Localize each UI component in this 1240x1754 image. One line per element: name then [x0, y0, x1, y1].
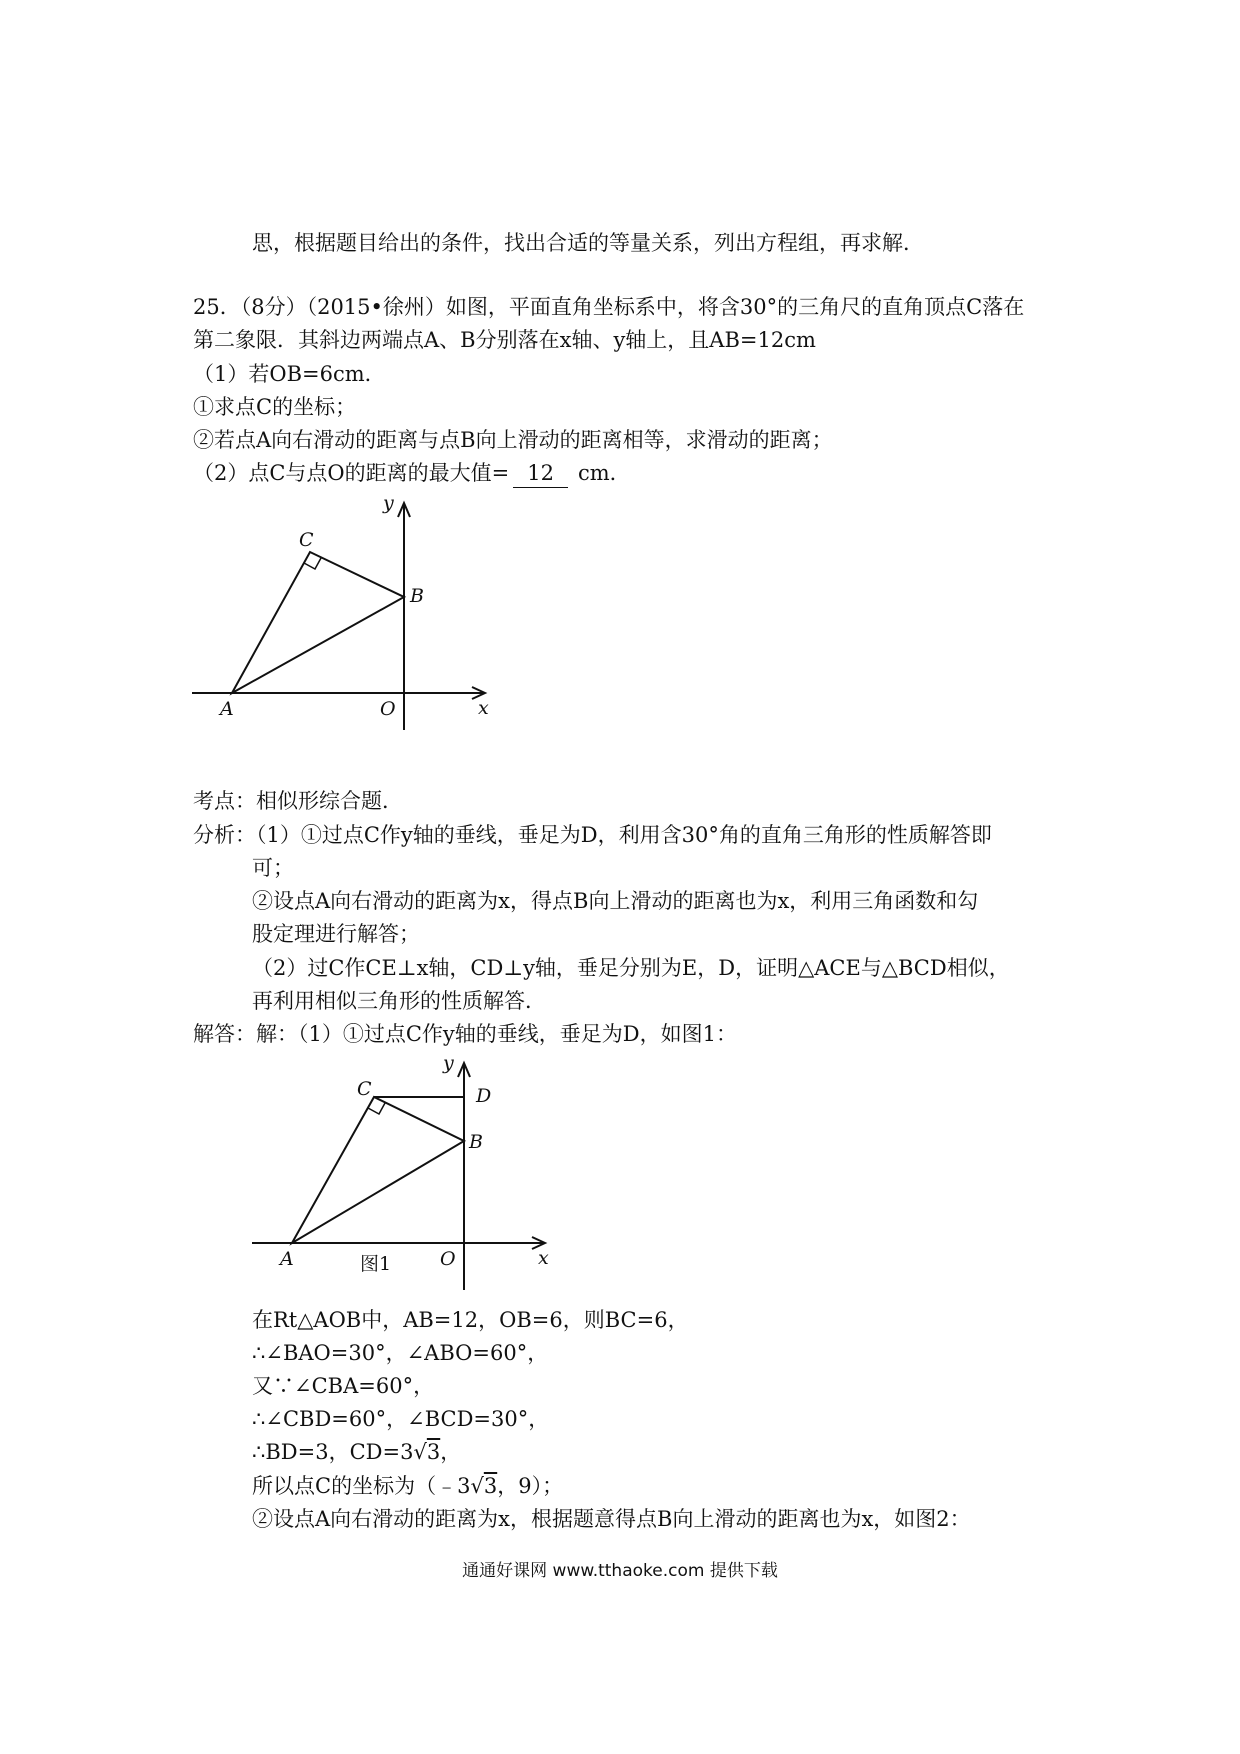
step6-suffix: ，9）；	[497, 1474, 564, 1498]
part2-unit: cm．	[577, 461, 631, 485]
solution-step3: 又∵∠CBA=60°，	[252, 1374, 435, 1398]
triangle-abc	[232, 552, 404, 693]
figure-1	[240, 1052, 560, 1302]
fig1-label-x: x	[538, 1247, 549, 1269]
label-c: C	[299, 529, 314, 551]
solution-step4: ∴∠CBD=60°，∠BCD=30°，	[252, 1407, 550, 1431]
label-y: y	[383, 492, 394, 514]
step5-suffix: ，	[440, 1440, 462, 1464]
fig1-label-c: C	[357, 1078, 372, 1100]
fig1-label-d: D	[476, 1085, 492, 1107]
step5-text: ∴BD=3，CD=3	[252, 1440, 414, 1464]
analysis-line3: ②设点A向右滑动的距离为x，得点B向上滑动的距离也为x，利用三角函数和勾	[252, 889, 979, 913]
previous-solution-tail: 思，根据题目给出的条件，找出合适的等量关系，列出方程组，再求解．	[252, 231, 924, 255]
fig1-caption: 图1	[360, 1253, 392, 1275]
fig1-label-y: y	[443, 1052, 454, 1074]
sqrt-sign: √	[413, 1440, 427, 1464]
analysis-line1: 分析：（1）①过点C作y轴的垂线，垂足为D，利用含30°角的直角三角形的性质解答即	[193, 823, 992, 847]
problem-header-line1: 25．（8分）（2015•徐州）如图，平面直角坐标系中，将含30°的三角尺的直角顶点C落在	[193, 295, 1025, 319]
solution-step2: ∴∠BAO=30°，∠ABO=60°，	[252, 1341, 549, 1365]
sqrt-radicand: 3	[483, 1474, 498, 1498]
analysis-line6: 再利用相似三角形的性质解答．	[252, 989, 546, 1013]
solution-step1: 在Rt△AOB中，AB=12，OB=6，则BC=6，	[252, 1308, 689, 1332]
fig1-label-o: O	[440, 1248, 456, 1270]
problem-part1: （1）若OB=6cm．	[193, 362, 386, 386]
kaodian: 考点：相似形综合题．	[193, 789, 403, 813]
part2-text: （2）点C与点O的距离的最大值=	[193, 461, 510, 485]
label-x: x	[478, 697, 489, 719]
problem-figure	[180, 490, 500, 740]
step6-text: 所以点C的坐标为（﹣3	[252, 1474, 471, 1498]
fig1-triangle-abc	[292, 1097, 464, 1243]
sqrt-radicand: 3	[426, 1440, 441, 1464]
solution-step6	[252, 1472, 563, 1500]
solution-step7: ②设点A向右滑动的距离为x，根据题意得点B向上滑动的距离也为x，如图2：	[252, 1507, 971, 1531]
solution-step5	[252, 1438, 461, 1466]
label-b: B	[410, 585, 424, 607]
analysis-line5: （2）过C作CE⊥x轴，CD⊥y轴，垂足分别为E，D，证明△ACE与△BCD相似，	[252, 956, 1010, 980]
problem-question1: ①求点C的坐标；	[193, 395, 357, 419]
problem-part2	[193, 459, 631, 488]
analysis-line4: 股定理进行解答；	[252, 922, 420, 946]
analysis-line2: 可；	[252, 856, 294, 880]
problem-header-line2: 第二象限．其斜边两端点A、B分别落在x轴、y轴上，且AB=12cm	[193, 328, 816, 352]
solution-intro: 解答：解：（1）①过点C作y轴的垂线，垂足为D，如图1：	[193, 1022, 737, 1046]
fig1-label-a: A	[280, 1248, 294, 1270]
fig1-label-b: B	[469, 1131, 483, 1153]
page-footer: 通通好课网 www.tthaoke.com 提供下载	[462, 1561, 778, 1581]
problem-question2: ②若点A向右滑动的距离与点B向上滑动的距离相等，求滑动的距离；	[193, 428, 833, 452]
part2-answer: 12	[513, 459, 568, 488]
label-a: A	[220, 698, 234, 720]
label-o: O	[380, 698, 396, 720]
sqrt-sign: √	[470, 1474, 484, 1498]
